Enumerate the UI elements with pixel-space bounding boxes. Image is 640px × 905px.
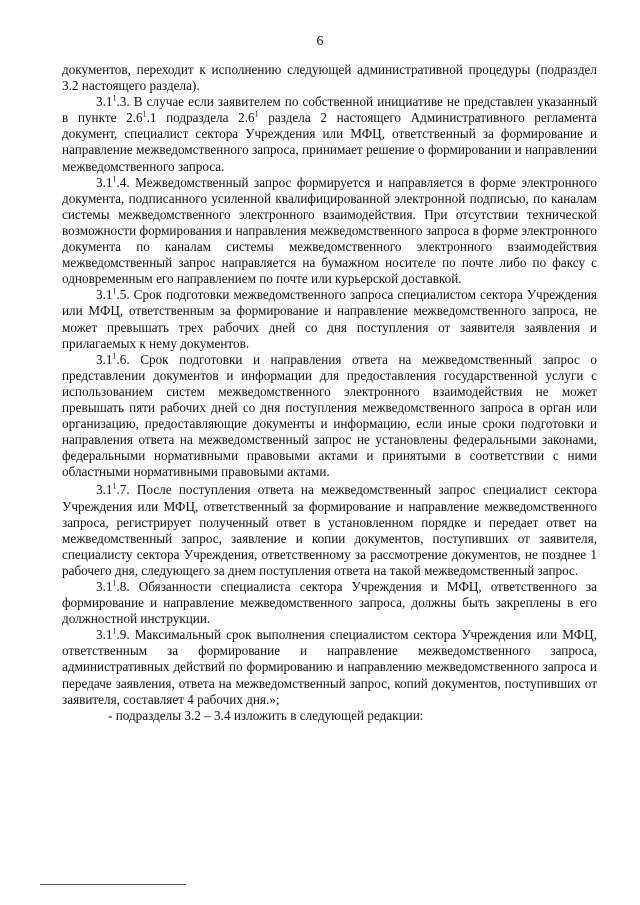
superscript-index: 1	[112, 578, 117, 588]
paragraph-3-1-1-6	[62, 352, 597, 481]
paragraph-text: 3.1	[96, 287, 113, 303]
paragraph-text: .6. Срок подготовки и направления ответа на межведомственный запрос о представлении документов и информации для предоставления государственной услуги с использованием систем межведомственного электронного взаимодействия не может превышать пяти рабочих дней со дня поступления межведомственного запроса в орган или организацию, предоставляющие документы и информацию, если иные сроки подготовки и направления ответа на межведомственный запрос не установлены федеральными законами, федеральными нормативными правовыми актами и принятыми в соответствии с ними областными нормативными правовыми актами.	[62, 351, 597, 480]
paragraph-text: 3.1	[96, 94, 113, 110]
paragraph-text: 3.1	[96, 482, 113, 498]
superscript-index: 1	[112, 286, 117, 296]
paragraph-text: 3.1	[96, 351, 113, 367]
paragraph-text: .5. Срок подготовки межведомственного запроса специалистом сектора Учреждения или МФЦ, ответственным за формирование и направление межведомственного запроса, не может превышать трех рабочих дней со дня поступления от заявителя заявления и прилагаемых к нему документов.	[62, 287, 597, 351]
superscript-index: 1	[254, 109, 259, 119]
paragraph-text: .8. Обязанности специалиста сектора Учреждения и МФЦ, ответственного за формирование и направление межведомственного запроса, должны быть закреплены в его должностной инструкции.	[62, 579, 597, 627]
document-body	[62, 62, 597, 724]
superscript-index: 1	[112, 482, 117, 492]
paragraph-text: 3.1	[96, 627, 113, 643]
paragraph-text: 3.1	[96, 174, 113, 190]
paragraph-3-1-1-4	[62, 175, 597, 288]
paragraph-3-1-1-7	[62, 482, 597, 579]
paragraph-text: - подразделы 3.2 – 3.4 изложить в следующей редакции:	[108, 707, 424, 723]
superscript-index: 1	[112, 351, 117, 361]
superscript-index: 1	[112, 626, 117, 636]
paragraph-text: .1 подраздела 2.6	[146, 110, 255, 126]
paragraph-3-1-1-3	[62, 94, 597, 174]
paragraph-text: .7. После поступления ответа на межведомственный запрос специалист сектора Учреждения или МФЦ, ответственный за формирование и направление межведомственного запроса, регистрирует полученный ответ в установленном порядке и передает ответ на межведомственный запрос, заявление и копии документов, поступивших от заявителя, специалисту сектора Учреждения, ответственному за рассмотрение документов, не позднее 1 рабочего дня, следующего за днем поступления ответа на такой межведомственный запрос.	[62, 482, 597, 578]
page-number: 6	[316, 34, 324, 49]
paragraph-text: .9. Максимальный срок выполнения специалистом сектора Учреждения или МФЦ, ответственным за формирование и направление межведомственного запроса, административных действий по формированию и направлению межведомственного запроса и передаче заявления, ответа на межведомственный запрос, копий документов, поступивших от заявителя, составляет 4 рабочих дня.»;	[62, 627, 597, 707]
paragraph-text: .3. В случае если заявителем по собственной инициативе не представлен указанный в пункте 2.6	[62, 94, 597, 126]
paragraph-continuation	[62, 62, 597, 94]
paragraph-3-1-1-5	[62, 287, 597, 351]
footnote-rule	[40, 884, 186, 885]
paragraph-subsections-instruction	[62, 708, 597, 724]
paragraph-text: .4. Межведомственный запрос формируется и направляется в форме электронного документа, подписанного усиленной квалифицированной электронной подписью, по каналам системы межведомственного электронного взаимодействия. При отсутствии технической возможности формирования и направления межведомственного запроса в форме электронного документа по каналам системы межведомственного электронного взаимодействия межведомственный запрос направляется на бумажном носителе по почте либо по факсу с одновременным его направлением по почте или курьерской доставкой.	[62, 174, 597, 287]
paragraph-3-1-1-9	[62, 627, 597, 707]
paragraph-text: 3.1	[96, 579, 113, 594]
superscript-index: 1	[112, 174, 117, 184]
paragraph-text: документов, переходит к исполнению следующей административной процедуры (подраздел 3.2 настоящего раздела).	[62, 62, 597, 94]
superscript-index: 1	[112, 93, 117, 103]
paragraph-3-1-1-8	[62, 579, 597, 627]
paragraph-text: раздела 2 настоящего Административного регламента документ, специалист сектора Учреждения или МФЦ, ответственный за формирование и направление межведомственного запроса, принимает решение о формировании и направлении межведомственного запроса.	[62, 110, 597, 174]
superscript-index: 1	[142, 109, 147, 119]
